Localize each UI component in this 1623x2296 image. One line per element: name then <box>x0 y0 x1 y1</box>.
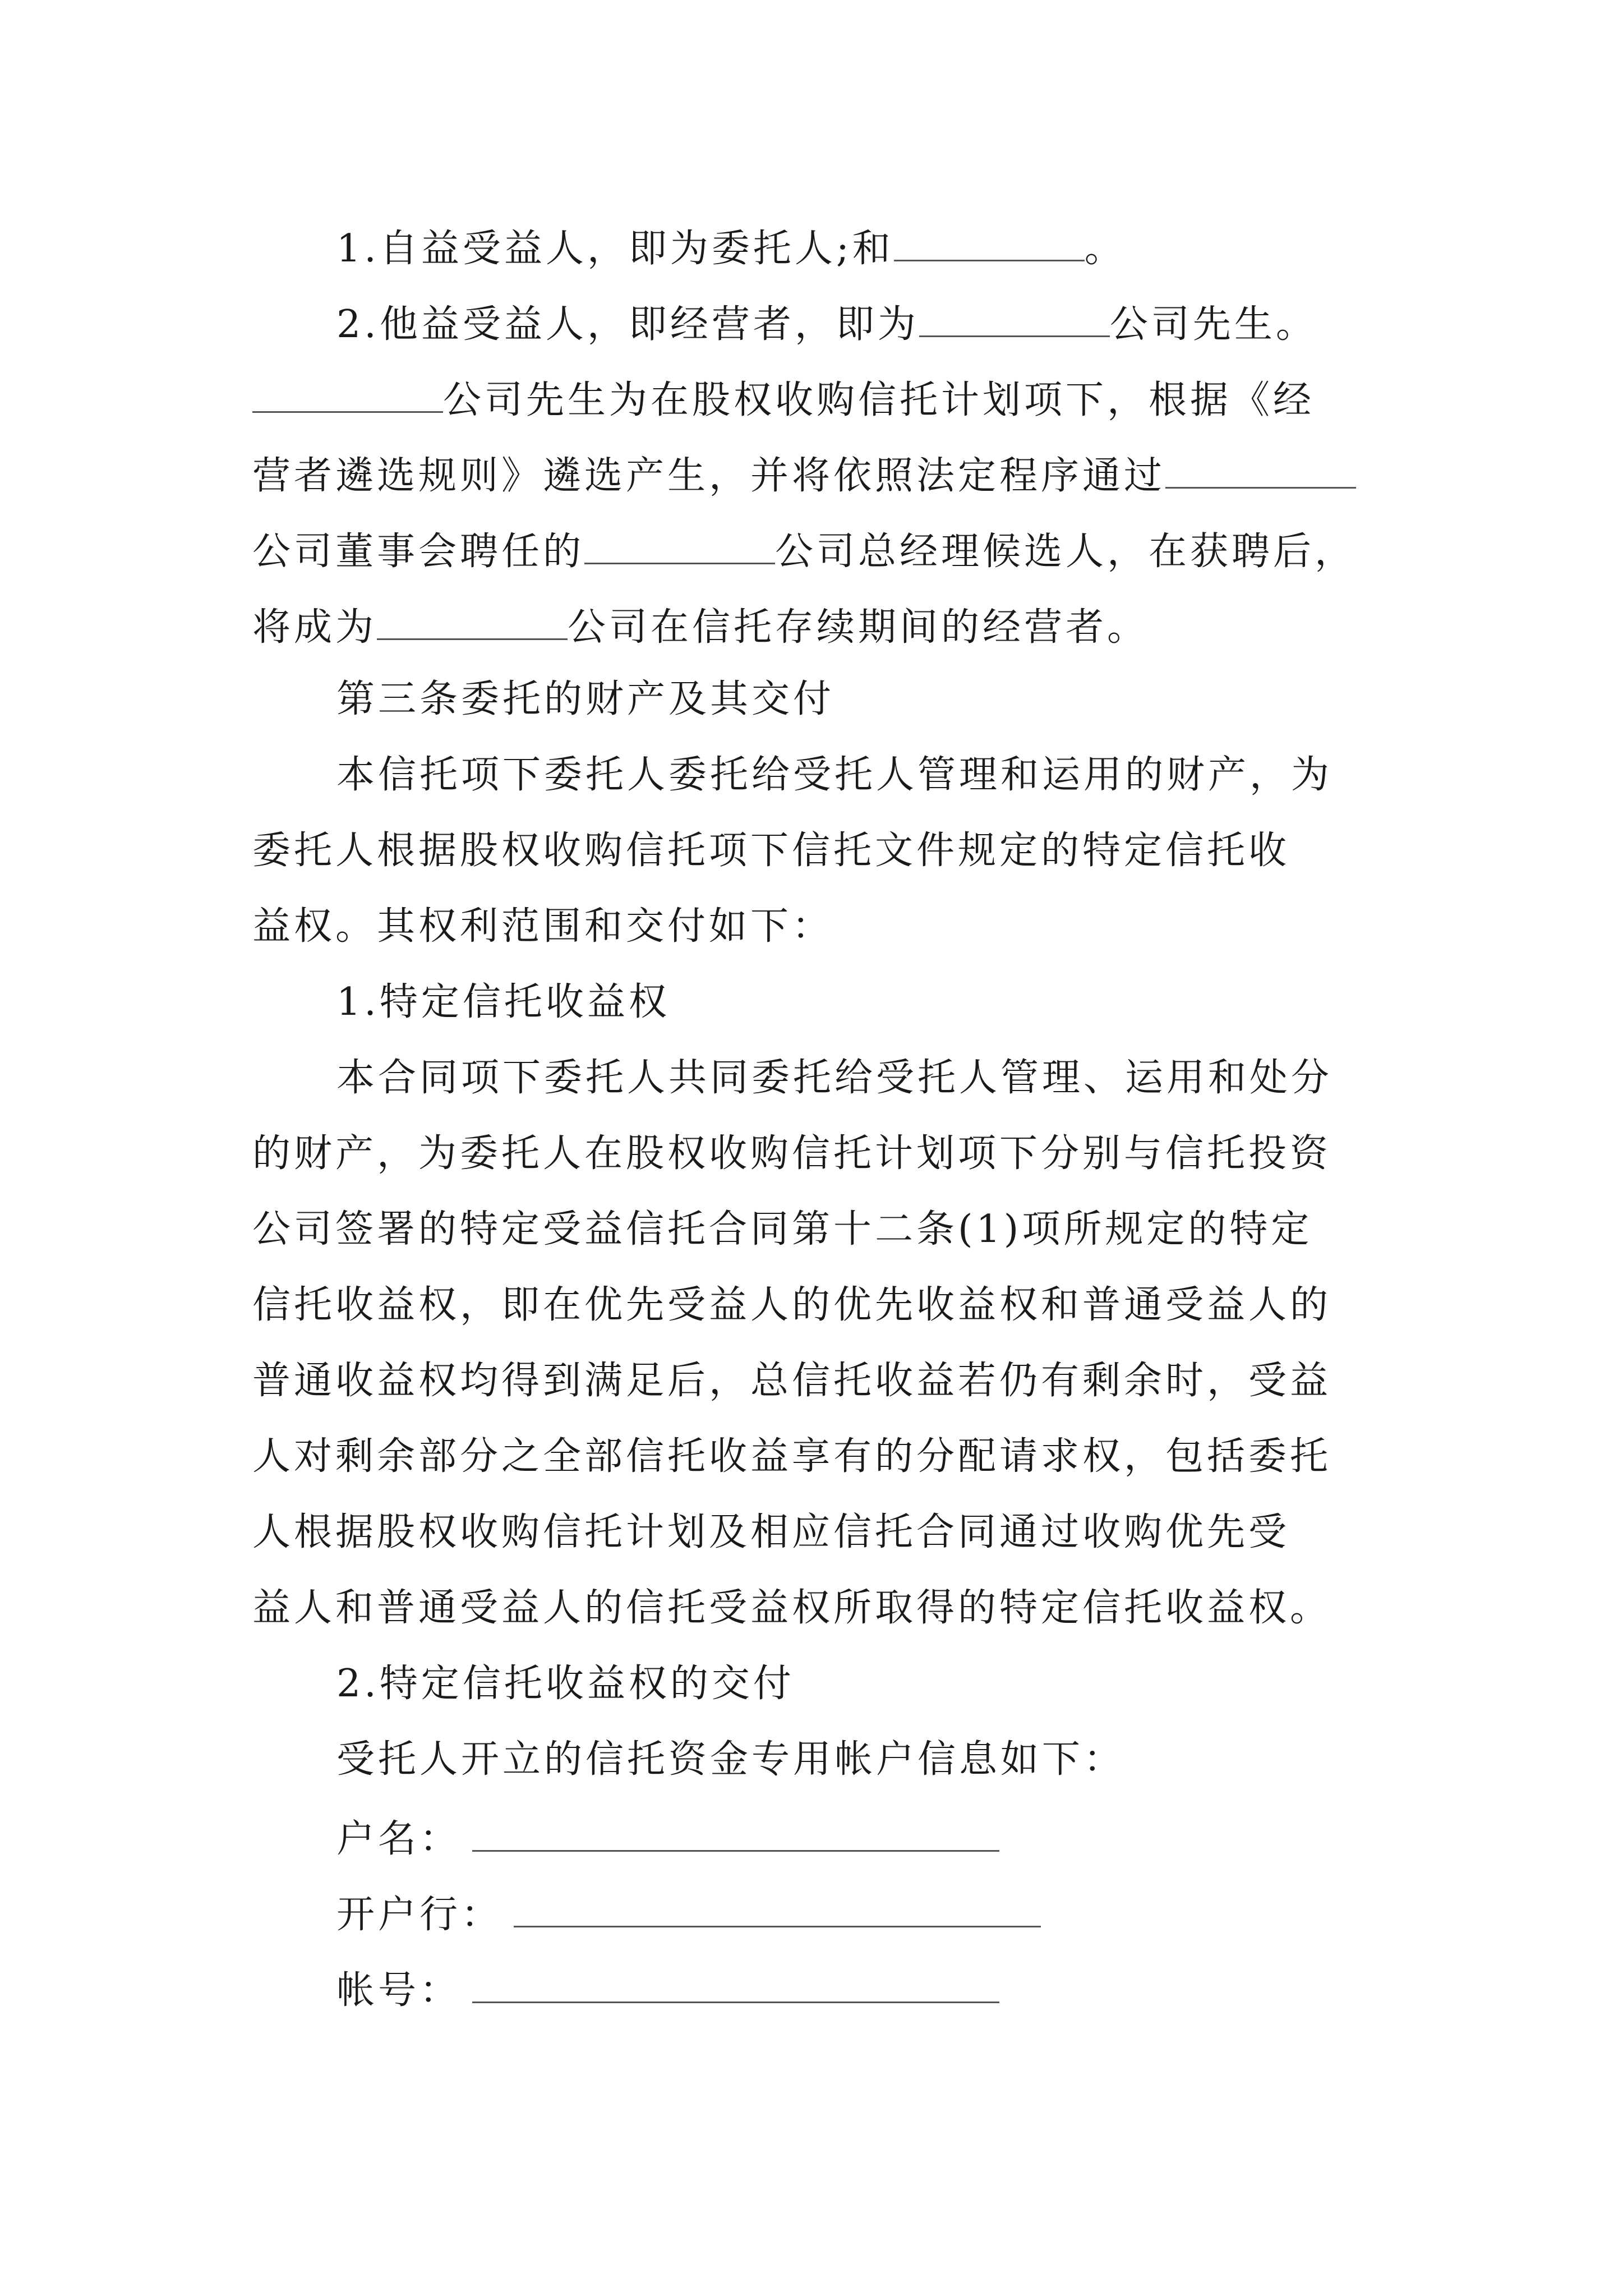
bank-row <box>336 1892 1041 1937</box>
text: 将成为 <box>252 605 377 650</box>
text: 益人和普通受益人的信托受益权所取得的特定信托收益权。 <box>252 1586 1332 1630</box>
paragraph-line <box>252 829 1290 873</box>
paragraph-line <box>252 453 1356 498</box>
paragraph-line <box>252 1434 1332 1479</box>
text: 信托收益权，即在优先受益人的优先收益权和普通受益人的 <box>252 1283 1332 1327</box>
blank-field <box>919 302 1110 337</box>
blank-field <box>252 378 443 413</box>
paragraph-line <box>336 1737 1126 1782</box>
text: 公司董事会聘任的 <box>252 530 585 574</box>
beneficiary-item-1 <box>336 226 1126 271</box>
text: 1.特定信托收益权 <box>336 980 670 1024</box>
paragraph-line <box>252 605 1149 650</box>
text: 公司总经理候选人，在获聘后， <box>775 530 1357 574</box>
text: 公司签署的特定受益信托合同第十二条(1)项所规定的特定 <box>252 1207 1313 1251</box>
text: 委托人根据股权收购信托项下信托文件规定的特定信托收 <box>252 829 1290 873</box>
account-number-label: 帐号： <box>336 1968 462 2013</box>
text: 1.自益受益人，即为委托人;和 <box>336 227 894 271</box>
paragraph-line <box>252 904 834 949</box>
section-heading <box>336 1662 795 1706</box>
blank-field <box>377 605 568 640</box>
text: 益权。其权利范围和交付如下： <box>252 904 834 949</box>
text: 2.特定信托收益权的交付 <box>336 1662 795 1706</box>
text: 第三条委托的财产及其交付 <box>336 677 835 721</box>
text: 公司先生。 <box>1109 302 1317 347</box>
text: 公司在信托存续期间的经营者。 <box>568 605 1149 650</box>
beneficiary-item-2 <box>336 302 1317 347</box>
bank-label: 开户行： <box>336 1893 503 1937</box>
text: 营者遴选规则》遴选产生，并将依照法定程序通过 <box>252 454 1166 498</box>
text: 2.他益受益人，即经营者，即为 <box>336 302 919 347</box>
blank-field <box>584 529 775 564</box>
paragraph-line <box>336 753 1333 797</box>
blank-field <box>1165 453 1356 489</box>
text: 普通收益权均得到满足后，总信托收益若仍有剩余时，受益 <box>252 1359 1332 1403</box>
text: 人对剩余部分之全部信托收益享有的分配请求权，包括委托 <box>252 1434 1332 1479</box>
account-name-label: 户名： <box>336 1817 462 1861</box>
paragraph-line <box>252 1283 1332 1327</box>
paragraph-line <box>336 1056 1333 1100</box>
paragraph-line <box>252 1359 1332 1403</box>
paragraph-line <box>252 529 1357 574</box>
article-heading <box>336 677 835 721</box>
blank-field <box>894 226 1085 261</box>
paragraph-line <box>252 1586 1332 1630</box>
text: 人根据股权收购信托计划及相应信托合同通过收购优先受 <box>252 1510 1290 1554</box>
section-heading <box>336 980 670 1024</box>
text: 本信托项下委托人委托给受托人管理和运用的财产，为 <box>336 753 1333 797</box>
paragraph-line <box>252 378 1315 420</box>
account-name-blank <box>472 1816 999 1852</box>
text: 受托人开立的信托资金专用帐户信息如下： <box>336 1737 1126 1782</box>
account-number-row <box>336 1968 999 2013</box>
account-name-row <box>336 1816 999 1861</box>
text: 本合同项下委托人共同委托给受托人管理、运用和处分 <box>336 1056 1333 1100</box>
text: 的财产，为委托人在股权收购信托计划项下分别与信托投资 <box>252 1131 1332 1176</box>
text: 公司先生为在股权收购信托计划项下，根据《经 <box>443 378 1315 422</box>
paragraph-line <box>252 1207 1313 1251</box>
account-number-blank <box>472 1968 999 2003</box>
text: 。 <box>1084 227 1126 271</box>
bank-blank <box>514 1892 1041 1927</box>
paragraph-line <box>252 1131 1332 1176</box>
paragraph-line <box>252 1510 1290 1554</box>
